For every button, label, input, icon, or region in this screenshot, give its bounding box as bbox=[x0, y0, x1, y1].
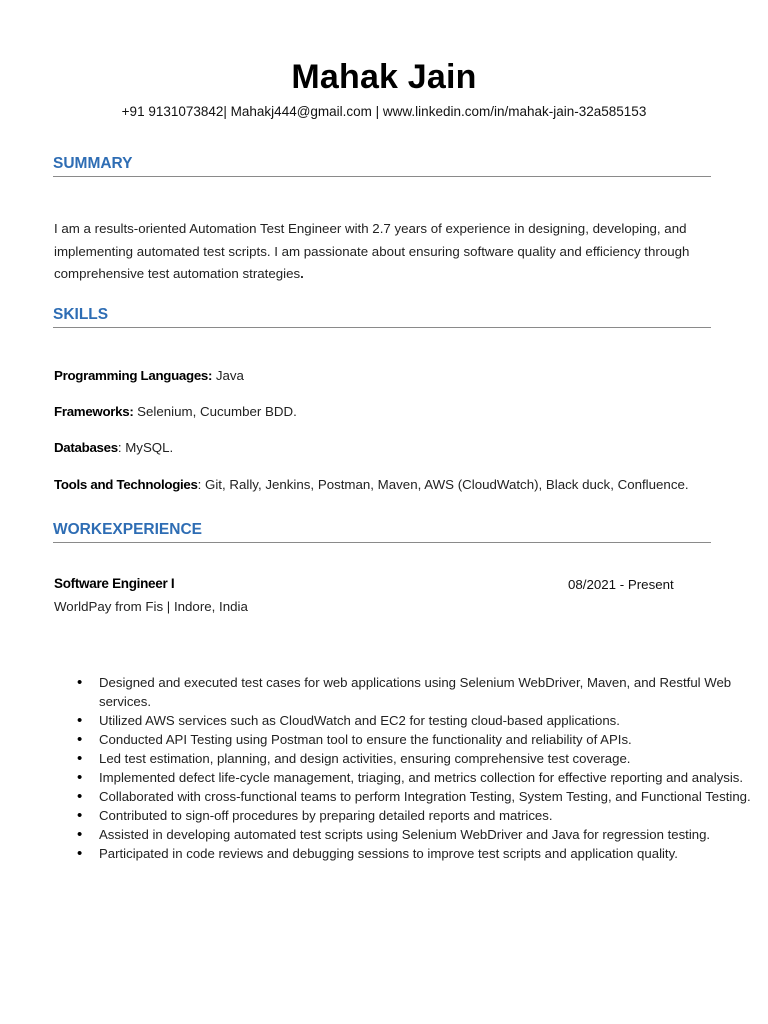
skill-value: Selenium, Cucumber BDD. bbox=[133, 404, 297, 419]
job-title: Software Engineer I bbox=[54, 576, 175, 591]
contact-line: +91 9131073842| Mahakj444@gmail.com | www.linkedin.com/in/mahak-jain-32a585153 bbox=[121, 104, 647, 119]
skill-programming-languages bbox=[54, 368, 244, 383]
list-item: • Conducted API Testing using Postman tool to ensure the functionality and reliability of APIs. bbox=[99, 730, 759, 749]
list-item: • Led test estimation, planning, and design activities, ensuring comprehensive test coverage. bbox=[99, 749, 759, 768]
experience-bullet-list bbox=[54, 673, 759, 863]
list-item: • Utilized AWS services such as CloudWatch and EC2 for testing cloud-based applications. bbox=[99, 711, 759, 730]
skill-label: Programming Languages: bbox=[54, 368, 213, 383]
skill-value: : Git, Rally, Jenkins, Postman, Maven, AWS (CloudWatch), Black duck, Confluence. bbox=[197, 477, 689, 492]
skill-databases bbox=[54, 440, 173, 455]
job-dates: 08/2021 - Present bbox=[568, 577, 674, 592]
list-item: • Contributed to sign-off procedures by preparing detailed reports and matrices. bbox=[99, 806, 759, 825]
skill-tools bbox=[54, 477, 689, 492]
skill-value: : MySQL. bbox=[117, 440, 174, 455]
list-item: • Assisted in developing automated test scripts using Selenium WebDriver and Java for regression testing. bbox=[99, 825, 759, 844]
work-experience-heading: WORKEXPERIENCE bbox=[53, 521, 711, 543]
job-organization: WorldPay from Fis | Indore, India bbox=[54, 599, 248, 614]
summary-text bbox=[54, 218, 714, 286]
summary-period: . bbox=[300, 266, 304, 281]
skill-label: Databases bbox=[54, 440, 118, 455]
skill-value: Java bbox=[212, 368, 244, 383]
skill-label: Frameworks: bbox=[54, 404, 134, 419]
summary-body: I am a results-oriented Automation Test Engineer with 2.7 years of experience in designing, developing, and implementing automated test scripts. I am passionate about ensuring software quality and efficiency through comprehensive test automation strategies bbox=[54, 221, 690, 281]
skill-frameworks bbox=[54, 404, 297, 419]
skills-heading: SKILLS bbox=[53, 306, 711, 328]
list-item: • Collaborated with cross-functional teams to perform Integration Testing, System Testing, and Functional Testing. bbox=[99, 787, 759, 806]
list-item: • Implemented defect life-cycle management, triaging, and metrics collection for effective reporting and analysis. bbox=[99, 768, 759, 787]
resume-name: Mahak Jain bbox=[291, 58, 477, 96]
summary-heading: SUMMARY bbox=[53, 155, 711, 177]
skill-label: Tools and Technologies bbox=[54, 477, 198, 492]
list-item: • Participated in code reviews and debugging sessions to improve test scripts and application quality. bbox=[99, 844, 759, 863]
list-item: • Designed and executed test cases for web applications using Selenium WebDriver, Maven, and Restful Web services. bbox=[99, 673, 759, 711]
